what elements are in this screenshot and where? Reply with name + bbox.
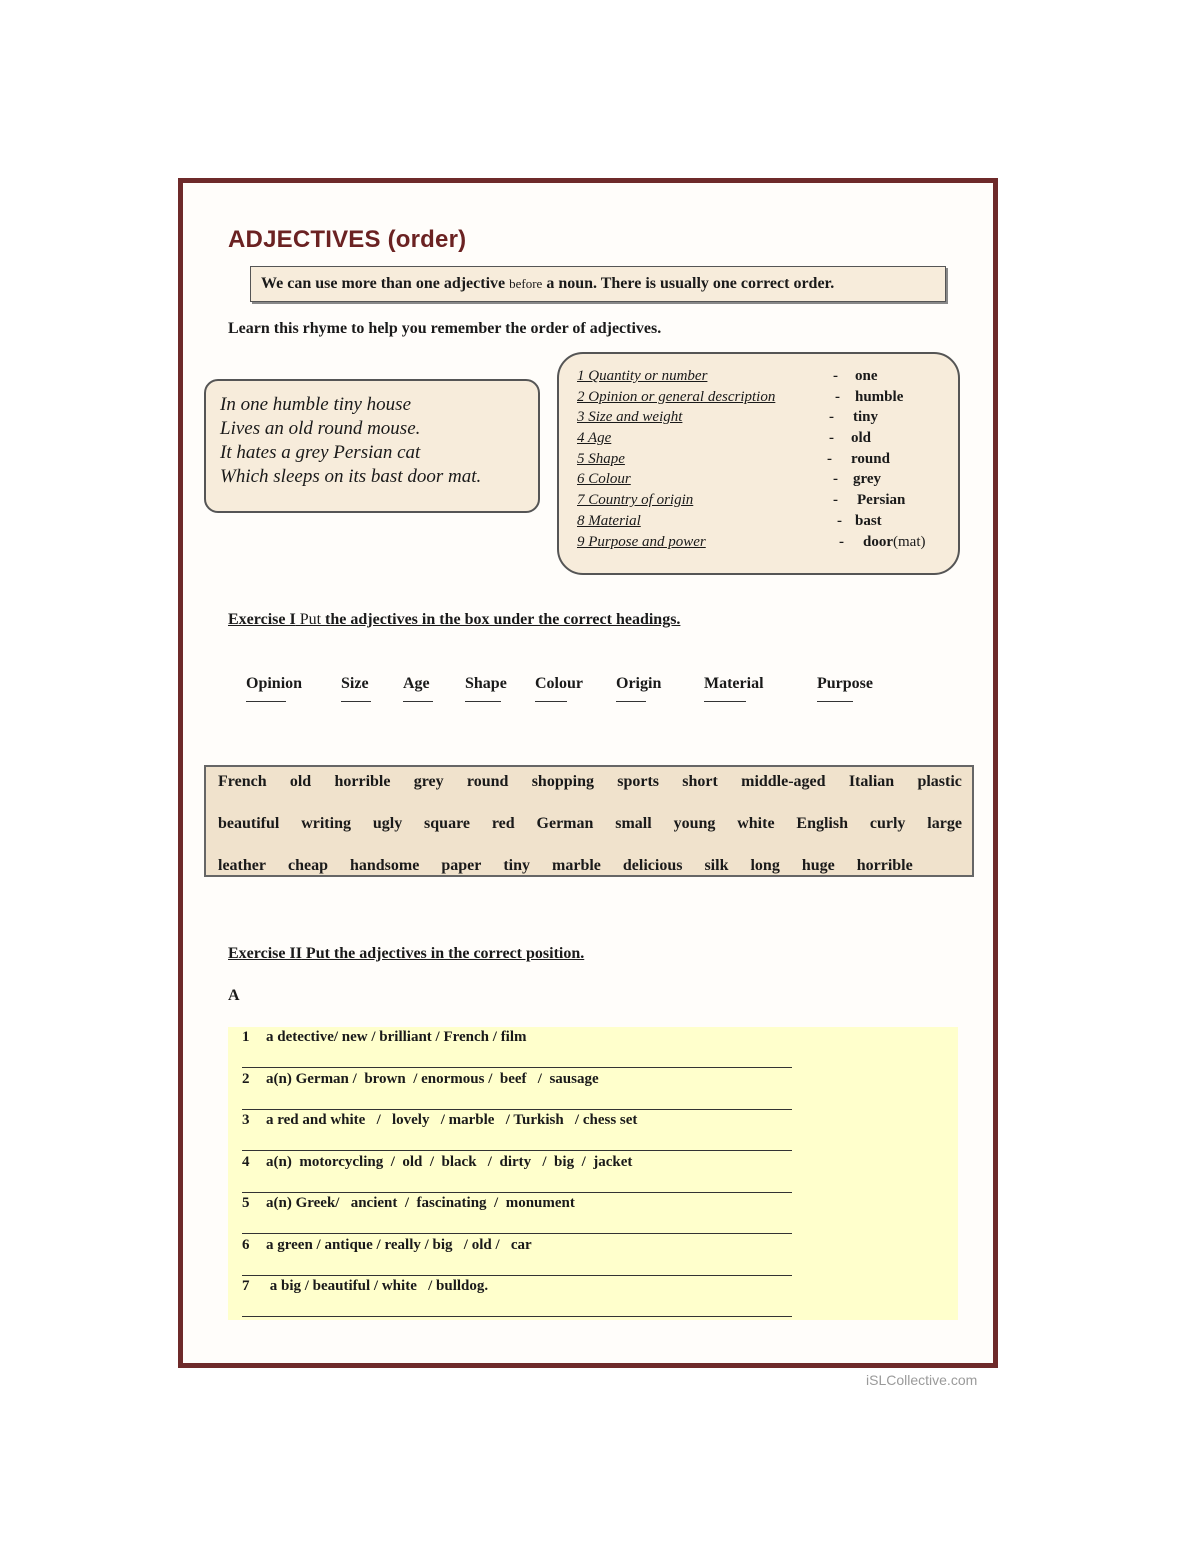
answer-line[interactable] bbox=[242, 1150, 792, 1151]
adjective-word: delicious bbox=[622, 857, 683, 874]
exercise-item-number: 1 bbox=[242, 1029, 250, 1045]
adjective-word: cheap bbox=[287, 857, 328, 874]
adjective-word: writing bbox=[301, 815, 351, 832]
adjective-word: plastic bbox=[917, 773, 962, 790]
adjective-word: Italian bbox=[848, 773, 895, 790]
order-example: round bbox=[851, 450, 890, 467]
order-label: 7 Country of origin bbox=[577, 492, 694, 509]
heading-size: Size bbox=[341, 675, 371, 702]
exercise-item bbox=[242, 1029, 527, 1046]
order-example: door(mat) bbox=[863, 533, 926, 550]
order-example: tiny bbox=[853, 409, 879, 426]
exercise-item-text: a green / antique / really / big / old / car bbox=[266, 1236, 532, 1253]
adjective-word: old bbox=[289, 773, 312, 790]
rhyme-line: Which sleeps on its bast door mat. bbox=[220, 466, 482, 487]
adjective-word: handsome bbox=[349, 857, 420, 874]
order-example: one bbox=[855, 368, 878, 384]
order-example: bast bbox=[855, 512, 882, 529]
order-label: 8 Material bbox=[577, 512, 641, 529]
exercise2-title: Exercise II Put the adjectives in the correct position. bbox=[228, 945, 585, 962]
adjective-word: sports bbox=[617, 773, 660, 790]
word-line bbox=[218, 857, 962, 877]
word-line bbox=[218, 815, 962, 857]
exercise-item bbox=[242, 1195, 575, 1212]
exercise-item-text: a detective/ new / brilliant / French / film bbox=[266, 1029, 527, 1045]
intro-box bbox=[250, 266, 946, 302]
exercise-item-number: 3 bbox=[242, 1112, 250, 1128]
exercise-item-text: a(n) motorcycling / old / black / dirty / big / jacket bbox=[266, 1153, 633, 1170]
order-example: grey bbox=[853, 471, 882, 488]
answer-line[interactable] bbox=[242, 1275, 792, 1276]
adjective-word: tiny bbox=[503, 857, 531, 874]
rhyme-line: Lives an old round mouse. bbox=[220, 418, 421, 439]
adjective-word-box bbox=[204, 765, 974, 877]
heading-age: Age bbox=[403, 675, 433, 702]
order-row: 4 Age - old bbox=[577, 430, 872, 447]
order-example: humble bbox=[855, 388, 904, 405]
order-row: 6 Colour - grey bbox=[577, 471, 882, 488]
heading-material: Material bbox=[704, 675, 764, 702]
exercise-item bbox=[242, 1278, 488, 1295]
adjective-word: large bbox=[927, 815, 962, 832]
heading-shape: Shape bbox=[465, 675, 507, 702]
adjective-word: square bbox=[424, 815, 470, 832]
heading-colour: Colour bbox=[535, 675, 583, 702]
adjective-word: long bbox=[750, 857, 780, 874]
adjective-word: middle-aged bbox=[741, 773, 826, 790]
adjective-word: English bbox=[796, 815, 848, 832]
page-title: ADJECTIVES (order) bbox=[228, 226, 467, 253]
exercise-item-text: a(n) German / brown / enormous / beef / sausage bbox=[266, 1070, 599, 1087]
intro-text-1: We can use more than one adjective bbox=[261, 275, 510, 292]
adjective-order-box bbox=[557, 352, 960, 575]
exercise-item bbox=[242, 1112, 637, 1129]
adjective-word: French bbox=[218, 773, 267, 790]
intro-text-3: a noun. There is usually one correct order. bbox=[542, 275, 835, 292]
order-label: 4 Age bbox=[577, 430, 612, 447]
adjective-word: horrible bbox=[856, 857, 913, 874]
order-row: 1 Quantity or number - one bbox=[577, 368, 878, 384]
exercise-item-number: 2 bbox=[242, 1070, 250, 1087]
adjective-word: horrible bbox=[334, 773, 391, 790]
rhyme-line: In one humble tiny house bbox=[220, 394, 412, 415]
exercise-item-number: 6 bbox=[242, 1236, 250, 1253]
adjective-word: paper bbox=[441, 857, 482, 874]
answer-line[interactable] bbox=[242, 1109, 792, 1110]
intro-text-2: before bbox=[509, 276, 543, 291]
answer-line[interactable] bbox=[242, 1192, 792, 1193]
rhyme-line: It hates a grey Persian cat bbox=[220, 442, 421, 463]
exercise-item bbox=[242, 1071, 599, 1088]
exercise-item bbox=[242, 1154, 632, 1171]
learn-instruction: Learn this rhyme to help you remember the order of adjectives. bbox=[228, 320, 662, 337]
exercise-item bbox=[242, 1237, 532, 1254]
watermark: iSLCollective.com bbox=[866, 1372, 978, 1388]
answer-line[interactable] bbox=[242, 1067, 792, 1068]
adjective-word: white bbox=[737, 815, 775, 832]
rhyme-box bbox=[204, 379, 540, 513]
order-label: 5 Shape bbox=[577, 450, 625, 467]
adjective-word: curly bbox=[869, 815, 906, 832]
answer-line[interactable] bbox=[242, 1316, 792, 1317]
adjective-word: red bbox=[491, 815, 515, 832]
adjective-word: silk bbox=[704, 857, 729, 874]
order-row: 2 Opinion or general description - humble bbox=[577, 388, 904, 405]
order-row: 8 Material - bast bbox=[577, 512, 882, 529]
answer-line[interactable] bbox=[242, 1233, 792, 1234]
adjective-word: grey bbox=[413, 773, 444, 790]
order-row: 5 Shape - round bbox=[577, 450, 890, 467]
order-example: Persian bbox=[857, 492, 906, 509]
adjective-word: leather bbox=[218, 857, 266, 874]
adjective-word: beautiful bbox=[218, 815, 280, 832]
adjective-word: young bbox=[673, 815, 716, 832]
order-label: 9 Purpose and power bbox=[577, 533, 706, 550]
order-row: 9 Purpose and power - door(mat) bbox=[577, 533, 926, 550]
adjective-word: marble bbox=[552, 857, 601, 874]
heading-purpose: Purpose bbox=[817, 675, 873, 702]
exercise1-title: Exercise I Put the adjectives in the box under the correct headings. bbox=[228, 611, 681, 628]
exercise-item-text: a(n) Greek/ ancient / fascinating / monument bbox=[266, 1195, 575, 1211]
adjective-word: huge bbox=[801, 857, 835, 874]
order-label: 2 Opinion or general description bbox=[577, 388, 776, 405]
word-line bbox=[218, 773, 962, 815]
exercise-item-text: a big / beautiful / white / bulldog. bbox=[266, 1278, 489, 1294]
part-label: A bbox=[228, 987, 240, 1004]
exercise-item-number: 7 bbox=[242, 1278, 250, 1294]
order-row: 3 Size and weight - tiny bbox=[577, 409, 879, 426]
order-label: 6 Colour bbox=[577, 471, 631, 488]
order-label: 1 Quantity or number bbox=[577, 368, 708, 384]
order-label: 3 Size and weight bbox=[577, 409, 683, 426]
order-row: 7 Country of origin - Persian bbox=[577, 492, 906, 509]
adjective-word: shopping bbox=[531, 773, 594, 790]
adjective-word: round bbox=[466, 773, 509, 790]
heading-origin: Origin bbox=[616, 675, 661, 702]
order-note: (mat) bbox=[893, 533, 926, 550]
order-example: old bbox=[851, 430, 872, 447]
exercise-item-number: 5 bbox=[242, 1195, 250, 1211]
heading-opinion: Opinion bbox=[246, 675, 302, 702]
adjective-word: small bbox=[615, 815, 652, 832]
adjective-word: ugly bbox=[372, 815, 403, 832]
exercise-item-text: a red and white / lovely / marble / Turkish / chess set bbox=[266, 1112, 638, 1128]
adjective-word: short bbox=[682, 773, 718, 790]
exercise-item-number: 4 bbox=[242, 1153, 250, 1170]
exercise2-area bbox=[228, 1027, 958, 1320]
adjective-word: German bbox=[536, 815, 594, 832]
